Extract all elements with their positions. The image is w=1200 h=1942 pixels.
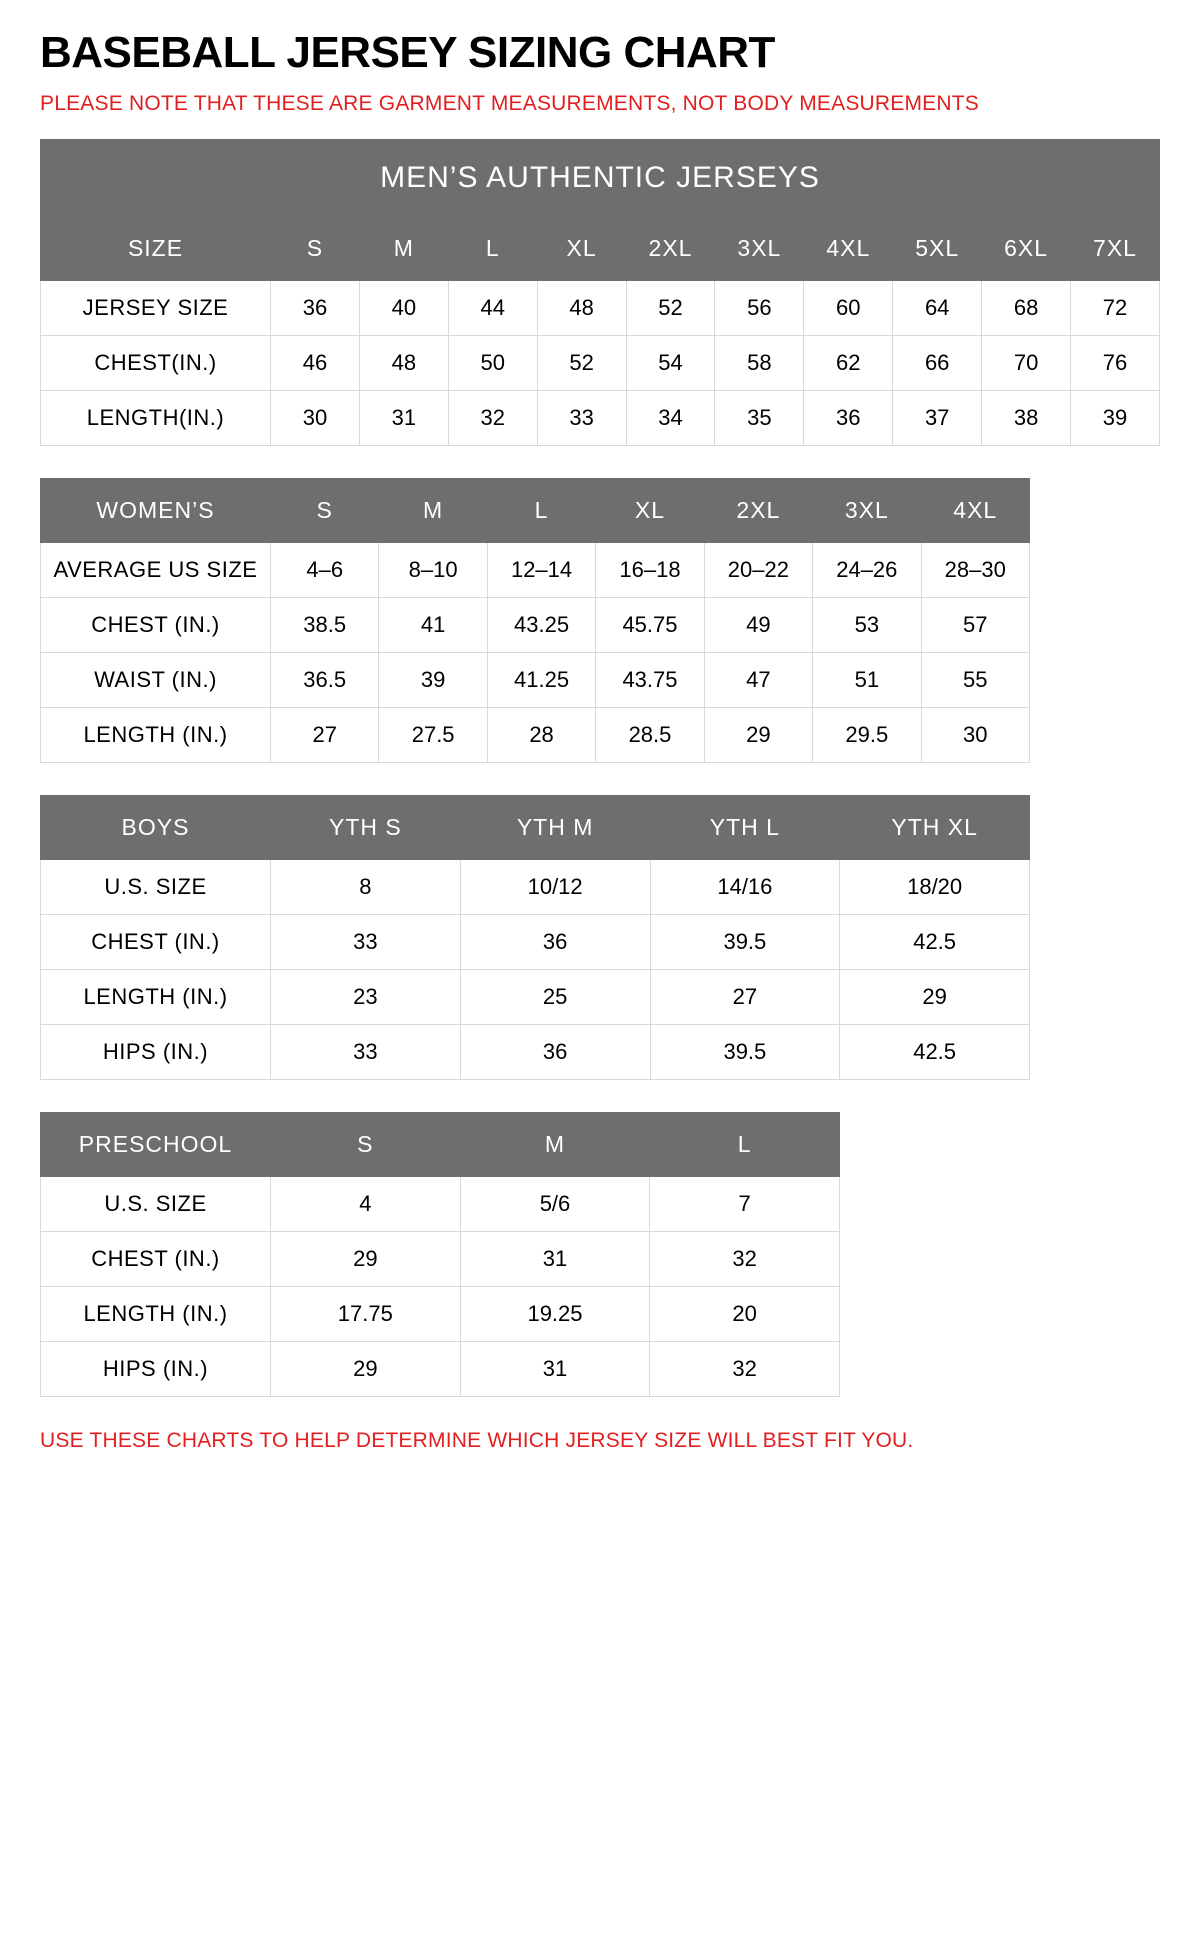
preschool-header-row xyxy=(41,1112,840,1176)
cell: 20–22 xyxy=(704,542,812,597)
cell: 36 xyxy=(460,1024,650,1079)
table-row xyxy=(41,1024,1030,1079)
cell: 17.75 xyxy=(271,1286,461,1341)
cell: 42.5 xyxy=(840,914,1030,969)
womens-size-3xl: 3XL xyxy=(813,478,921,542)
cell: 56 xyxy=(715,281,804,336)
cell: 32 xyxy=(650,1231,840,1286)
cell: 39 xyxy=(379,652,487,707)
cell: 34 xyxy=(626,390,715,445)
cell: 36.5 xyxy=(271,652,379,707)
mens-size-s: S xyxy=(271,216,360,280)
table-row xyxy=(41,542,1030,597)
cell: 68 xyxy=(982,281,1071,336)
cell: 29 xyxy=(271,1231,461,1286)
cell: 42.5 xyxy=(840,1024,1030,1079)
cell: 7 xyxy=(650,1176,840,1231)
table-row xyxy=(41,390,1160,445)
cell: 27.5 xyxy=(379,707,487,762)
boys-header-label: BOYS xyxy=(41,795,271,859)
mens-size-7xl: 7XL xyxy=(1071,216,1160,280)
cell: 31 xyxy=(460,1231,650,1286)
cell: 57 xyxy=(921,597,1029,652)
cell: 28 xyxy=(487,707,595,762)
cell: 30 xyxy=(921,707,1029,762)
boys-row-label-us-size: U.S. SIZE xyxy=(41,859,271,914)
cell: 43.75 xyxy=(596,652,704,707)
mens-size-5xl: 5XL xyxy=(893,216,982,280)
mens-row-label-length: LENGTH(IN.) xyxy=(41,390,271,445)
mens-size-xl: XL xyxy=(537,216,626,280)
mens-size-2xl: 2XL xyxy=(626,216,715,280)
womens-header-label: WOMEN’S xyxy=(41,478,271,542)
boys-size-yth-l: YTH L xyxy=(650,795,840,859)
table-row xyxy=(41,597,1030,652)
cell: 27 xyxy=(271,707,379,762)
cell: 31 xyxy=(460,1341,650,1396)
cell: 52 xyxy=(537,335,626,390)
cell: 39.5 xyxy=(650,1024,840,1079)
table-row xyxy=(41,335,1160,390)
cell: 18/20 xyxy=(840,859,1030,914)
cell: 66 xyxy=(893,335,982,390)
cell: 47 xyxy=(704,652,812,707)
cell: 36 xyxy=(271,281,360,336)
cell: 62 xyxy=(804,335,893,390)
womens-size-s: S xyxy=(271,478,379,542)
womens-size-4xl: 4XL xyxy=(921,478,1029,542)
boys-row-label-chest: CHEST (IN.) xyxy=(41,914,271,969)
mens-banner-row xyxy=(41,140,1160,216)
preschool-sizing-table xyxy=(40,1112,840,1397)
cell: 43.25 xyxy=(487,597,595,652)
preschool-row-label-hips: HIPS (IN.) xyxy=(41,1341,271,1396)
cell: 60 xyxy=(804,281,893,336)
cell: 33 xyxy=(271,1024,461,1079)
mens-row-label-chest: CHEST(IN.) xyxy=(41,335,271,390)
womens-size-l: L xyxy=(487,478,595,542)
preschool-header-label: PRESCHOOL xyxy=(41,1112,271,1176)
cell: 64 xyxy=(893,281,982,336)
mens-size-l: L xyxy=(448,216,537,280)
cell: 8 xyxy=(271,859,461,914)
page-title: BASEBALL JERSEY SIZING CHART xyxy=(40,28,775,77)
cell: 45.75 xyxy=(596,597,704,652)
table-row xyxy=(41,1231,840,1286)
cell: 39.5 xyxy=(650,914,840,969)
cell: 32 xyxy=(650,1341,840,1396)
womens-header-row xyxy=(41,478,1030,542)
cell: 4–6 xyxy=(271,542,379,597)
cell: 52 xyxy=(626,281,715,336)
mens-header-row xyxy=(41,216,1160,280)
cell: 19.25 xyxy=(460,1286,650,1341)
cell: 40 xyxy=(359,281,448,336)
cell: 46 xyxy=(271,335,360,390)
cell: 14/16 xyxy=(650,859,840,914)
cell: 5/6 xyxy=(460,1176,650,1231)
table-row xyxy=(41,969,1030,1024)
cell: 28.5 xyxy=(596,707,704,762)
mens-size-3xl: 3XL xyxy=(715,216,804,280)
cell: 24–26 xyxy=(813,542,921,597)
cell: 31 xyxy=(359,390,448,445)
cell: 29.5 xyxy=(813,707,921,762)
cell: 16–18 xyxy=(596,542,704,597)
table-row xyxy=(41,281,1160,336)
table-row xyxy=(41,859,1030,914)
table-row xyxy=(41,1341,840,1396)
boys-row-label-length: LENGTH (IN.) xyxy=(41,969,271,1024)
cell: 36 xyxy=(460,914,650,969)
cell: 12–14 xyxy=(487,542,595,597)
womens-row-label-waist: WAIST (IN.) xyxy=(41,652,271,707)
cell: 41.25 xyxy=(487,652,595,707)
cell: 58 xyxy=(715,335,804,390)
garment-measurement-note: PLEASE NOTE THAT THESE ARE GARMENT MEASUREMENTS, NOT BODY MEASUREMENTS xyxy=(40,92,979,116)
cell: 29 xyxy=(840,969,1030,1024)
cell: 35 xyxy=(715,390,804,445)
cell: 27 xyxy=(650,969,840,1024)
mens-sizing-table xyxy=(40,139,1160,445)
womens-size-m: M xyxy=(379,478,487,542)
boys-size-yth-s: YTH S xyxy=(271,795,461,859)
footer-note: USE THESE CHARTS TO HELP DETERMINE WHICH JERSEY SIZE WILL BEST FIT YOU. xyxy=(40,1428,914,1452)
boys-size-yth-m: YTH M xyxy=(460,795,650,859)
cell: 51 xyxy=(813,652,921,707)
mens-size-m: M xyxy=(359,216,448,280)
womens-row-label-average-us-size: AVERAGE US SIZE xyxy=(41,542,271,597)
cell: 70 xyxy=(982,335,1071,390)
cell: 38.5 xyxy=(271,597,379,652)
womens-sizing-table xyxy=(40,478,1030,763)
preschool-size-l: L xyxy=(650,1112,840,1176)
boys-row-label-hips: HIPS (IN.) xyxy=(41,1024,271,1079)
cell: 29 xyxy=(704,707,812,762)
mens-size-4xl: 4XL xyxy=(804,216,893,280)
table-row xyxy=(41,1176,840,1231)
preschool-size-s: S xyxy=(271,1112,461,1176)
cell: 29 xyxy=(271,1341,461,1396)
cell: 54 xyxy=(626,335,715,390)
cell: 36 xyxy=(804,390,893,445)
preschool-row-label-length: LENGTH (IN.) xyxy=(41,1286,271,1341)
womens-size-xl: XL xyxy=(596,478,704,542)
boys-size-yth-xl: YTH XL xyxy=(840,795,1030,859)
cell: 4 xyxy=(271,1176,461,1231)
cell: 53 xyxy=(813,597,921,652)
boys-sizing-table xyxy=(40,795,1030,1080)
cell: 44 xyxy=(448,281,537,336)
preschool-row-label-chest: CHEST (IN.) xyxy=(41,1231,271,1286)
cell: 28–30 xyxy=(921,542,1029,597)
boys-header-row xyxy=(41,795,1030,859)
cell: 25 xyxy=(460,969,650,1024)
mens-banner-label: MEN’S AUTHENTIC JERSEYS xyxy=(41,140,1160,216)
cell: 48 xyxy=(359,335,448,390)
mens-size-6xl: 6XL xyxy=(982,216,1071,280)
womens-row-label-length: LENGTH (IN.) xyxy=(41,707,271,762)
mens-header-label: SIZE xyxy=(41,216,271,280)
cell: 48 xyxy=(537,281,626,336)
cell: 55 xyxy=(921,652,1029,707)
womens-size-2xl: 2XL xyxy=(704,478,812,542)
cell: 41 xyxy=(379,597,487,652)
cell: 33 xyxy=(537,390,626,445)
preschool-row-label-us-size: U.S. SIZE xyxy=(41,1176,271,1231)
cell: 50 xyxy=(448,335,537,390)
cell: 33 xyxy=(271,914,461,969)
womens-row-label-chest: CHEST (IN.) xyxy=(41,597,271,652)
cell: 49 xyxy=(704,597,812,652)
table-row xyxy=(41,707,1030,762)
cell: 8–10 xyxy=(379,542,487,597)
cell: 37 xyxy=(893,390,982,445)
cell: 30 xyxy=(271,390,360,445)
table-row xyxy=(41,1286,840,1341)
preschool-size-m: M xyxy=(460,1112,650,1176)
cell: 20 xyxy=(650,1286,840,1341)
mens-row-label-jersey-size: JERSEY SIZE xyxy=(41,281,271,336)
table-row xyxy=(41,652,1030,707)
cell: 38 xyxy=(982,390,1071,445)
cell: 76 xyxy=(1071,335,1160,390)
cell: 10/12 xyxy=(460,859,650,914)
cell: 39 xyxy=(1071,390,1160,445)
cell: 32 xyxy=(448,390,537,445)
cell: 72 xyxy=(1071,281,1160,336)
table-row xyxy=(41,914,1030,969)
cell: 23 xyxy=(271,969,461,1024)
